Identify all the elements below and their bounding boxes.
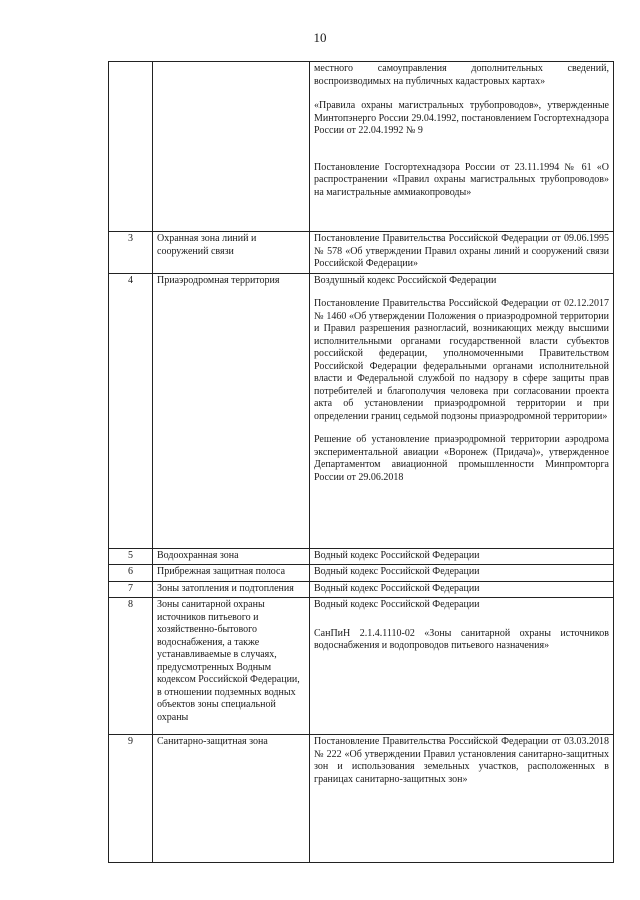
row-number: 5: [109, 548, 153, 565]
zone-name: [153, 62, 310, 232]
document-text: Постановление Правительства Российской Федерации от 09.06.1995 № 578 «Об утверждении Правил охраны линий и сооружений связи Российской Федерации»: [314, 233, 609, 269]
row-number: 4: [109, 273, 153, 548]
table-row: [109, 598, 614, 735]
row-number: 8: [109, 598, 153, 735]
row-number: [109, 62, 153, 232]
document-text: Водный кодекс Российской Федерации: [314, 549, 480, 561]
document-text: «Правила охраны магистральных трубопроводов», утвержденные Минтопэнерго России 29.04.1992, постановлением Госгортехнадзора России от 22.04.1992 № 9: [314, 100, 609, 136]
documents-cell: [310, 735, 614, 863]
document-text: Водный кодекс Российской Федерации: [314, 582, 480, 594]
zone-name: Охранная зона линий и сооружений связи: [153, 232, 310, 274]
table-row: [109, 581, 614, 598]
zone-name: Приаэродромная территория: [153, 273, 310, 548]
table-row: [109, 62, 614, 232]
documents-cell: [310, 62, 614, 232]
table-row: [109, 273, 614, 548]
zones-table: [108, 61, 614, 863]
document-text: местного самоуправления дополнительных сведений, воспроизводимых на публичных кадастровых картах»: [314, 63, 609, 87]
document-text: Постановление Правительства Российской Федерации от 02.12.2017 № 1460 «Об утверждении Положения о приаэродромной территории и Правил разрешения разногласий, возникающих между высшими исполнительными органами государственной власти субъектов российской федерации, уполномоченными Правительством Российской Федерации федеральными органами исполнительной власти и Федеральной службой по надзору в сфере защиты прав потребителей и благополучия человека при согласовании проекта акта об установлении приаэродромной территории и при определении границ седьмой подзоны приаэродромной территории»: [314, 298, 609, 422]
document-text: Постановление Правительства Российской Федерации от 03.03.2018 № 222 «Об утверждении Правил установления санитарно-защитных зон и использования земельных участков, расположенных в границах санитарно-защитных зон»: [314, 736, 609, 785]
documents-cell: [310, 565, 614, 582]
document-text: Постановление Госгортехнадзора России от 23.11.1994 № 61 «О распространении «Правил охраны магистральных трубопроводов» на магистральные аммиакопроводы»: [314, 161, 609, 198]
document-text: Решение об установление приаэродромной территории аэродрома экспериментальной авиации «Воронеж (Придача)», утвержденное Департаментом авиационной промышленности Минпромторга России от 29.06.2018: [314, 434, 609, 483]
zone-name: Водоохранная зона: [153, 548, 310, 565]
table-row: [109, 565, 614, 582]
page-number: 10: [313, 30, 327, 45]
zone-name: Санитарно-защитная зона: [153, 735, 310, 863]
document-text: Водный кодекс Российской Федерации: [314, 566, 480, 577]
table-row: [109, 548, 614, 565]
row-number: 3: [109, 232, 153, 274]
table-row: [109, 232, 614, 274]
document-text: Водный кодекс Российской Федерации: [314, 599, 480, 610]
documents-cell: [310, 232, 614, 274]
zone-name: Прибрежная защитная полоса: [153, 565, 310, 582]
documents-cell: [310, 273, 614, 548]
documents-cell: [310, 581, 614, 598]
row-number: 9: [109, 735, 153, 863]
table-row: [109, 735, 614, 863]
document-text: Воздушный кодекс Российской Федерации: [314, 274, 497, 286]
documents-cell: [310, 598, 614, 735]
row-number: 7: [109, 581, 153, 598]
row-number: 6: [109, 565, 153, 582]
documents-cell: [310, 548, 614, 565]
zone-name: Зоны затопления и подтопления: [153, 581, 310, 598]
document-text: СанПиН 2.1.4.1110-02 «Зоны санитарной охраны источников водоснабжения и водопроводов питьевого назначения»: [314, 627, 609, 651]
zone-name: Зоны санитарной охраны источников питьевого и хозяйственно-бытового водоснабжения, а также устанавливаемые в случаях, предусмотренных Водным кодексом Российской Федерации, в отношении подземных водных объектов зоны специальной охраны: [153, 598, 310, 735]
